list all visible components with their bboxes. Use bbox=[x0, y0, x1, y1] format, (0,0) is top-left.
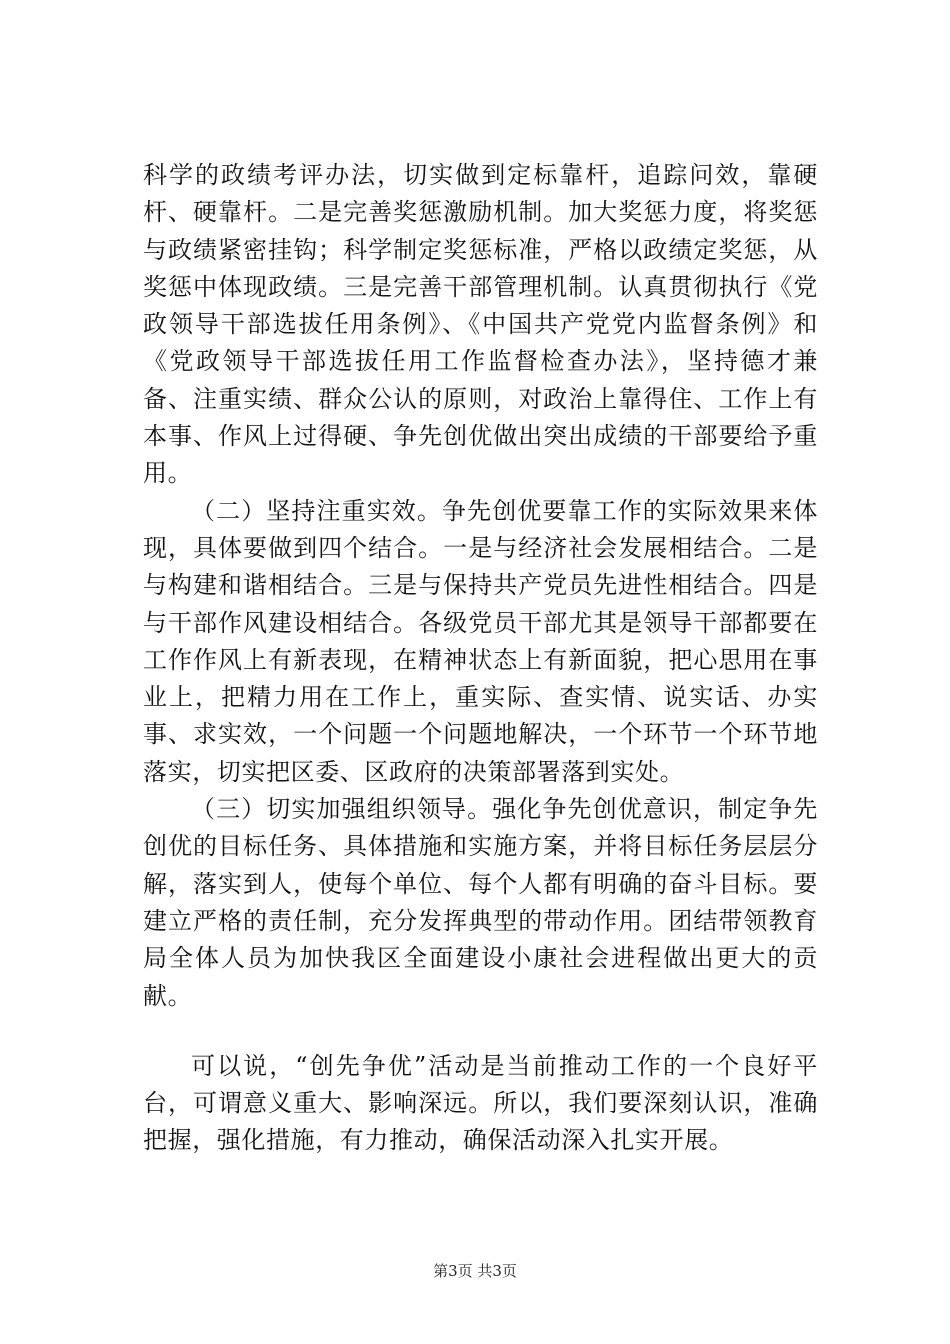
document-body bbox=[143, 157, 818, 1160]
page-footer: 第3页 共3页 bbox=[433, 1262, 517, 1280]
paragraph-continuation: 科学的政绩考评办法，切实做到定标靠杆，追踪问效，靠硬杆、硬靠杆。二是完善奖惩激励机制。加大奖惩力度，将奖惩与政绩紧密挂钩；科学制定奖惩标准，严格以政绩定奖惩，从奖惩中体现政绩。三是完善干部管理机制。认真贯彻执行《党政领导干部选拔任用条例》、《中国共产党党内监督条例》和《党政领导干部选拔任用工作监督检查办法》，坚持德才兼备、注重实绩、群众公认的原则，对政治上靠得住、工作上有本事、作风上过得硬、争先创优做出突出成绩的干部要给予重用。 bbox=[143, 161, 818, 488]
paragraph-conclusion: 可以说，“创先争优”活动是当前推动工作的一个良好平台，可谓意义重大、影响深远。所以，我们要深刻认识，准确把握，强化措施，有力推动，确保活动深入扎实开展。 bbox=[143, 1051, 818, 1155]
paragraph-section-two: （二）坚持注重实效。争先创优要靠工作的实际效果来体现，具体要做到四个结合。一是与经济社会发展相结合。二是与构建和谐相结合。三是与保持共产党员先进性相结合。四是与干部作风建设相结合。各级党员干部尤其是领导干部都要在工作作风上有新表现，在精神状态上有新面貌，把心思用在事业上，把精力用在工作上，重实际、查实情、说实话、办实事、求实效，一个问题一个问题地解决，一个环节一个环节地落实，切实把区委、区政府的决策部署落到实处。 bbox=[143, 496, 818, 786]
paragraph-section-three: （三）切实加强组织领导。强化争先创优意识，制定争先创优的目标任务、具体措施和实施方案，并将目标任务层层分解，落实到人，使每个单位、每个人都有明确的奋斗目标。要建立严格的责任制，充分发挥典型的带动作用。团结带领教育局全体人员为加快我区全面建设小康社会进程做出更大的贡献。 bbox=[143, 795, 818, 1010]
